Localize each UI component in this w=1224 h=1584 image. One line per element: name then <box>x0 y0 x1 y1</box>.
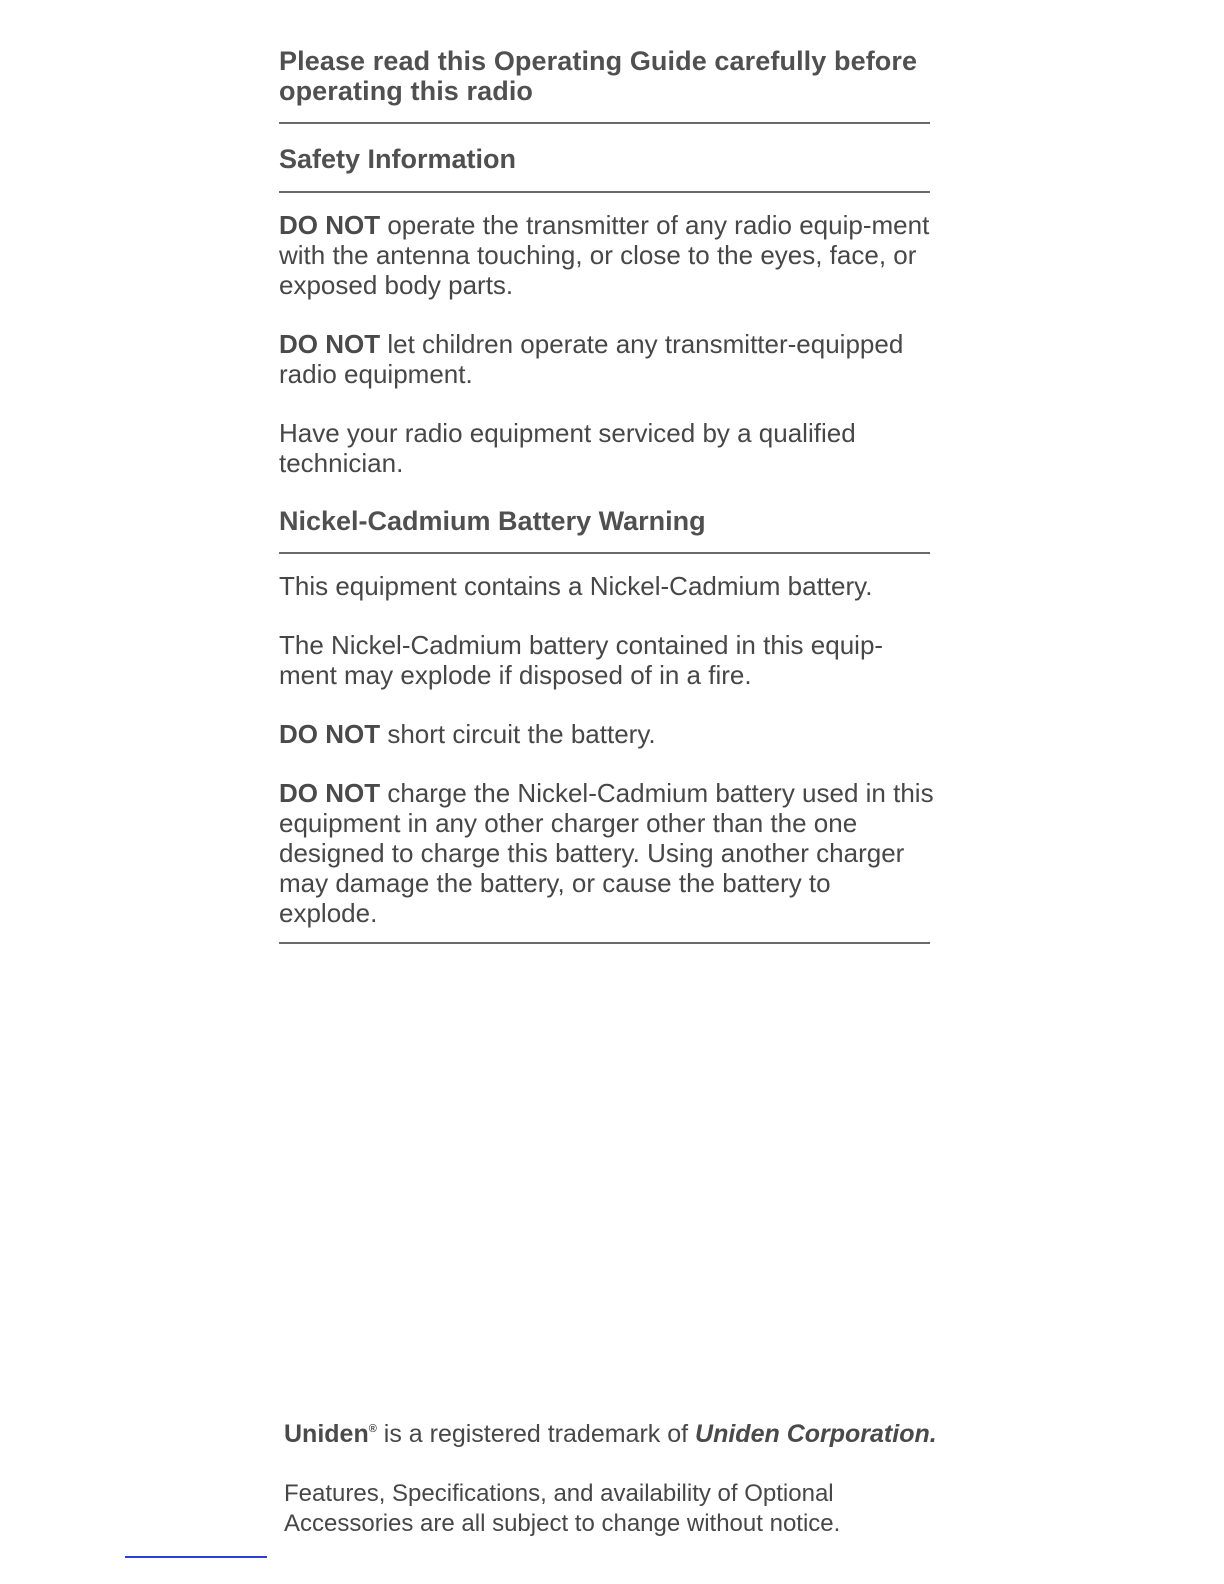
battery-item <box>279 630 934 690</box>
trademark-text: is a registered trademark of <box>376 1420 696 1448</box>
registered-mark: ® <box>368 1423 377 1435</box>
trademark-notice <box>284 1414 944 1449</box>
warning-emphasis: DO NOT <box>279 329 381 359</box>
battery-item-text: charge the Nickel-Cadmium battery used in this equipment in any other charger other than the one designed to charge this battery. Using another charger may damage the battery, or cause the battery to explode. <box>279 778 934 928</box>
warning-emphasis: DO NOT <box>279 719 381 749</box>
warning-emphasis: DO NOT <box>279 778 381 808</box>
brand-name: Uniden <box>284 1420 369 1448</box>
safety-item-text: operate the transmitter of any radio equip-ment with the antenna touching, or close to the eyes, face, or exposed body parts. <box>279 210 930 300</box>
safety-item-text: Have your radio equipment serviced by a qualified technician. <box>279 418 856 478</box>
divider <box>279 942 930 944</box>
battery-item-text: The Nickel-Cadmium battery contained in this equip-ment may explode if disposed of in a fire. <box>279 630 884 690</box>
battery-item <box>279 778 934 928</box>
battery-item-text: This equipment contains a Nickel-Cadmium battery. <box>279 571 873 601</box>
battery-warning-heading: Nickel-Cadmium Battery Warning <box>279 506 706 536</box>
safety-heading: Safety Information <box>279 144 517 174</box>
page-link-underline[interactable] <box>125 1556 267 1558</box>
divider <box>279 122 930 124</box>
intro-text: Please read this Operating Guide carefully before operating this radio <box>279 46 918 106</box>
safety-item <box>279 418 934 478</box>
change-notice: Features, Specifications, and availability of Optional Accessories are all subject to change without notice. <box>284 1480 841 1537</box>
battery-item <box>279 571 934 601</box>
battery-item-text: short circuit the battery. <box>380 719 656 749</box>
safety-item <box>279 329 934 389</box>
safety-item-text: let children operate any transmitter-equipped radio equipment. <box>279 329 904 389</box>
divider <box>279 191 930 193</box>
corporation-name: Uniden Corporation. <box>695 1420 937 1448</box>
divider <box>279 552 930 554</box>
safety-item <box>279 210 934 300</box>
safety-guide-page <box>279 46 934 944</box>
warning-emphasis: DO NOT <box>279 210 381 240</box>
footer <box>284 1414 944 1539</box>
battery-item <box>279 719 934 749</box>
